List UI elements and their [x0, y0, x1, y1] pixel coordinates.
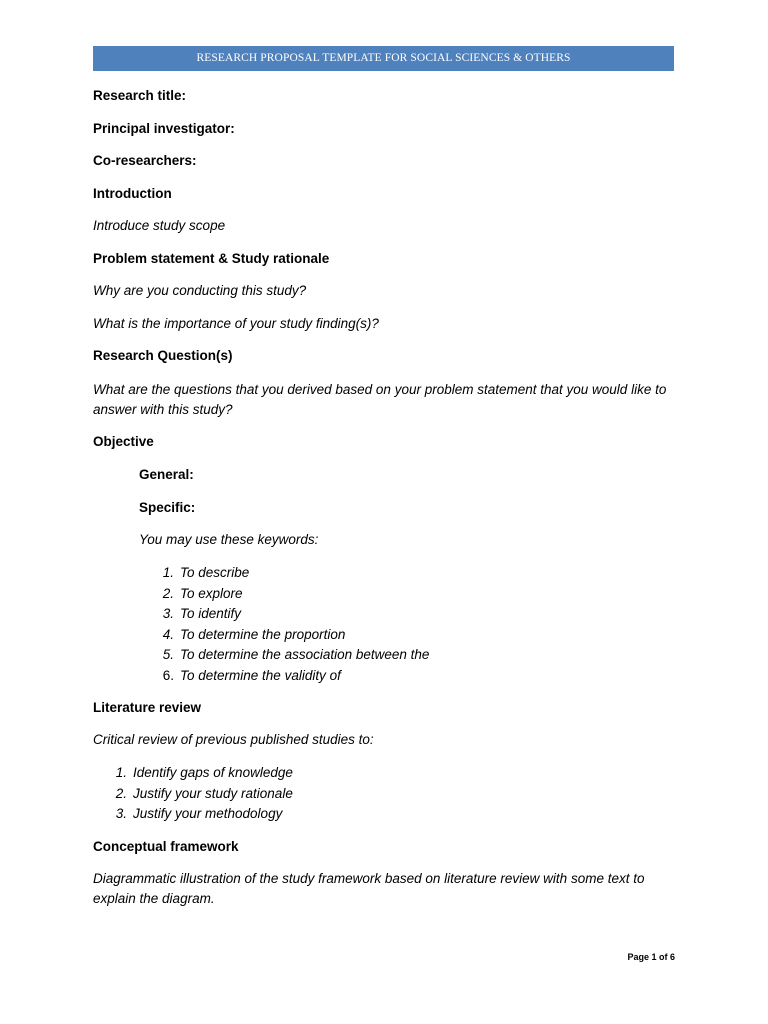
list-item-text: Justify your methodology: [133, 806, 283, 821]
problem-question-1: Why are you conducting this study?: [93, 283, 307, 298]
list-item-number: 3.: [115, 806, 127, 821]
list-item-text: To determine the validity of: [180, 667, 341, 683]
list-item: [156, 645, 429, 666]
principal-investigator-label: Principal investigator:: [93, 121, 235, 136]
introduction-text: Introduce study scope: [93, 218, 226, 233]
literature-review-text: Critical review of previous published studies to:: [93, 732, 374, 747]
list-item: [156, 625, 429, 646]
objective-heading: Objective: [93, 434, 154, 449]
list-item: [156, 584, 429, 605]
list-item-number: 4.: [162, 626, 174, 642]
keywords-intro: You may use these keywords:: [139, 532, 319, 547]
research-questions-text: What are the questions that you derived based on your problem statement that you would like to answer with this study?: [93, 382, 667, 417]
list-item: [109, 763, 293, 784]
list-item: [156, 666, 429, 687]
list-item-number: 6.: [162, 667, 174, 683]
list-item-number: 3.: [162, 606, 174, 621]
list-item-number: 1.: [115, 765, 127, 780]
list-item-text: To identify: [180, 606, 242, 621]
list-item-number: 5.: [162, 647, 174, 662]
page-number: Page 1 of 6: [627, 952, 675, 962]
list-item-text: To determine the association between the: [180, 647, 430, 662]
list-item-number: 2.: [115, 785, 127, 801]
document-title-banner: RESEARCH PROPOSAL TEMPLATE FOR SOCIAL SCIENCES & OTHERS: [93, 46, 674, 71]
introduction-heading: Introduction: [93, 186, 172, 201]
list-item-number: 1.: [162, 565, 174, 580]
objective-specific-label: Specific:: [139, 500, 196, 515]
research-questions-heading: Research Question(s): [93, 348, 233, 363]
list-item-text: To explore: [180, 585, 243, 601]
list-item: [156, 604, 429, 625]
literature-review-heading: Literature review: [93, 700, 202, 715]
objective-general-label: General:: [139, 467, 194, 482]
problem-question-2: What is the importance of your study finding(s)?: [93, 316, 379, 331]
conceptual-framework-text: Diagrammatic illustration of the study framework based on literature review with some text to explain the diagram.: [93, 871, 645, 906]
keywords-list: [156, 563, 429, 686]
list-item: [109, 784, 293, 805]
co-researchers-label: Co-researchers:: [93, 153, 197, 168]
list-item-text: Justify your study rationale: [133, 785, 293, 801]
list-item: [109, 804, 293, 825]
conceptual-framework-heading: Conceptual framework: [93, 839, 239, 854]
literature-review-list: [109, 763, 293, 825]
problem-statement-heading: Problem statement & Study rationale: [93, 251, 330, 266]
list-item: [156, 563, 429, 584]
list-item-text: Identify gaps of knowledge: [133, 765, 293, 780]
list-item-text: To describe: [180, 565, 250, 580]
research-title-label: Research title:: [93, 88, 187, 103]
list-item-number: 2.: [162, 585, 174, 601]
list-item-text: To determine the proportion: [180, 626, 346, 642]
